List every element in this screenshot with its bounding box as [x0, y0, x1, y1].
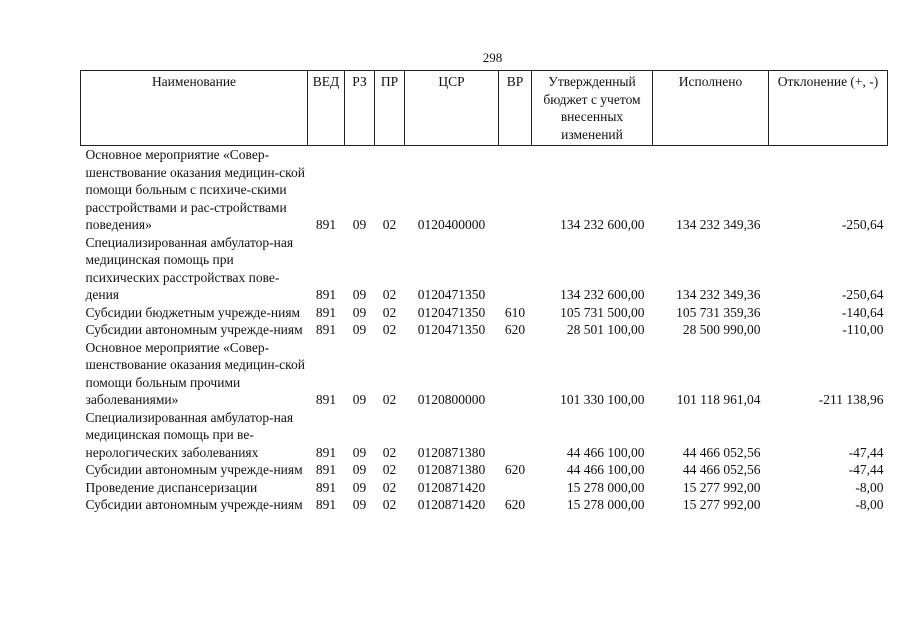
cell-executed: 44 466 052,56: [682, 444, 761, 460]
cell-executed: 101 118 961,04: [676, 392, 761, 407]
cell-vr: 620: [504, 322, 526, 337]
cell-ved: 891: [315, 304, 337, 320]
cell-vr: [499, 146, 532, 234]
cell-ved: 891: [315, 462, 337, 477]
header-executed: Исполнено: [653, 71, 769, 146]
table-row: [81, 234, 888, 304]
table-row: [81, 321, 888, 339]
header-approved: Утвержденный бюджет с учетом внесенных изменений: [532, 71, 653, 146]
cell-pr: 02: [382, 479, 397, 495]
cell-executed: 105 731 359,36: [676, 304, 761, 320]
cell-deviation: -8,00: [855, 479, 884, 495]
cell-rz: 09: [352, 287, 367, 302]
page-number: 298: [482, 50, 503, 65]
cell-approved: 44 466 100,00: [566, 462, 645, 477]
header-rz: РЗ: [345, 71, 375, 146]
cell-approved: 15 278 000,00: [566, 497, 645, 512]
cell-csr: 0120871380: [417, 462, 486, 477]
cell-name: Специализированная амбулатор-ная медицинская помощь при психических расстройствах пове-дения: [85, 234, 294, 302]
header-vr: ВР: [499, 71, 532, 146]
cell-approved: 15 278 000,00: [566, 479, 645, 495]
table-row: [81, 479, 888, 497]
cell-name: Основное мероприятие «Совер-шенствование оказания медицин-ской помощи больным прочими заболеваниями»: [85, 339, 305, 407]
cell-name: Субсидии бюджетным учрежде-ниям: [85, 304, 301, 320]
cell-approved: 101 330 100,00: [560, 392, 645, 407]
cell-vr: [499, 339, 532, 409]
cell-ved: 891: [315, 217, 337, 232]
cell-rz: 09: [352, 497, 367, 512]
cell-vr: [499, 234, 532, 304]
cell-approved: 44 466 100,00: [566, 444, 645, 460]
cell-deviation: -47,44: [848, 444, 884, 460]
header-row: [81, 71, 888, 146]
cell-csr: 0120871420: [417, 479, 486, 495]
cell-name: Субсидии автономным учрежде-ниям: [85, 462, 303, 477]
cell-name: Специализированная амбулатор-ная медицинская помощь при ве-нерологических заболеваниях: [85, 409, 294, 460]
cell-ved: 891: [315, 322, 337, 337]
cell-rz: 09: [352, 479, 367, 495]
cell-rz: 09: [352, 322, 367, 337]
cell-name: Основное мероприятие «Совер-шенствование оказания медицин-ской помощи больным с психиче-скими расстройствами и рас-стройствами поведения»: [85, 147, 305, 232]
cell-pr: 02: [382, 287, 397, 302]
cell-executed: 134 232 349,36: [676, 287, 761, 302]
cell-deviation: -140,64: [841, 304, 884, 320]
cell-ved: 891: [315, 479, 337, 495]
cell-executed: 28 500 990,00: [682, 322, 761, 337]
cell-ved: 891: [315, 497, 337, 512]
header-ved: ВЕД: [308, 71, 345, 146]
cell-vr: 620: [504, 497, 526, 512]
table-row: [81, 461, 888, 479]
cell-csr: 0120871380: [417, 444, 486, 460]
header-pr: ПР: [375, 71, 405, 146]
cell-name: Проведение диспансеризации: [85, 479, 258, 495]
cell-deviation: -8,00: [855, 497, 884, 512]
cell-rz: 09: [352, 444, 367, 460]
cell-pr: 02: [382, 462, 397, 477]
cell-deviation: -250,64: [841, 287, 884, 302]
cell-vr: 610: [504, 304, 526, 320]
cell-approved: 134 232 600,00: [560, 217, 645, 232]
cell-csr: 0120471350: [417, 322, 486, 337]
cell-deviation: -110,00: [842, 322, 884, 337]
cell-approved: 134 232 600,00: [560, 287, 645, 302]
cell-executed: 15 277 992,00: [682, 497, 761, 512]
cell-csr: 0120400000: [417, 217, 486, 232]
cell-approved: 105 731 500,00: [560, 304, 645, 320]
cell-executed: 44 466 052,56: [682, 462, 761, 477]
header-name: Наименование: [81, 71, 308, 146]
cell-vr: [499, 409, 532, 462]
cell-vr: 620: [504, 462, 526, 477]
cell-executed: 15 277 992,00: [682, 479, 761, 495]
header-csr: ЦСР: [405, 71, 499, 146]
cell-csr: 0120471350: [417, 287, 486, 302]
cell-deviation: -250,64: [841, 217, 884, 232]
cell-rz: 09: [352, 217, 367, 232]
cell-ved: 891: [315, 392, 337, 407]
header-deviation: Отклонение (+, -): [769, 71, 888, 146]
cell-pr: 02: [382, 217, 397, 232]
cell-rz: 09: [352, 392, 367, 407]
cell-ved: 891: [315, 444, 337, 460]
cell-csr: 0120800000: [417, 392, 486, 407]
cell-pr: 02: [382, 392, 397, 407]
cell-executed: 134 232 349,36: [676, 217, 761, 232]
cell-name: Субсидии автономным учрежде-ниям: [85, 322, 303, 337]
table-row: [81, 304, 888, 322]
budget-table: [80, 70, 888, 514]
table-row: [81, 496, 888, 514]
cell-vr: [499, 479, 532, 497]
cell-deviation: -211 138,96: [818, 392, 884, 407]
cell-rz: 09: [352, 304, 367, 320]
cell-csr: 0120471350: [417, 304, 486, 320]
cell-name: Субсидии автономным учрежде-ниям: [85, 497, 303, 512]
table-row: [81, 409, 888, 462]
cell-deviation: -47,44: [848, 462, 884, 477]
table-row: [81, 339, 888, 409]
cell-csr: 0120871420: [417, 497, 486, 512]
cell-rz: 09: [352, 462, 367, 477]
table-row: [81, 146, 888, 234]
cell-pr: 02: [382, 497, 397, 512]
cell-pr: 02: [382, 322, 397, 337]
cell-pr: 02: [382, 304, 397, 320]
cell-approved: 28 501 100,00: [566, 322, 645, 337]
cell-ved: 891: [315, 287, 337, 302]
cell-pr: 02: [382, 444, 397, 460]
